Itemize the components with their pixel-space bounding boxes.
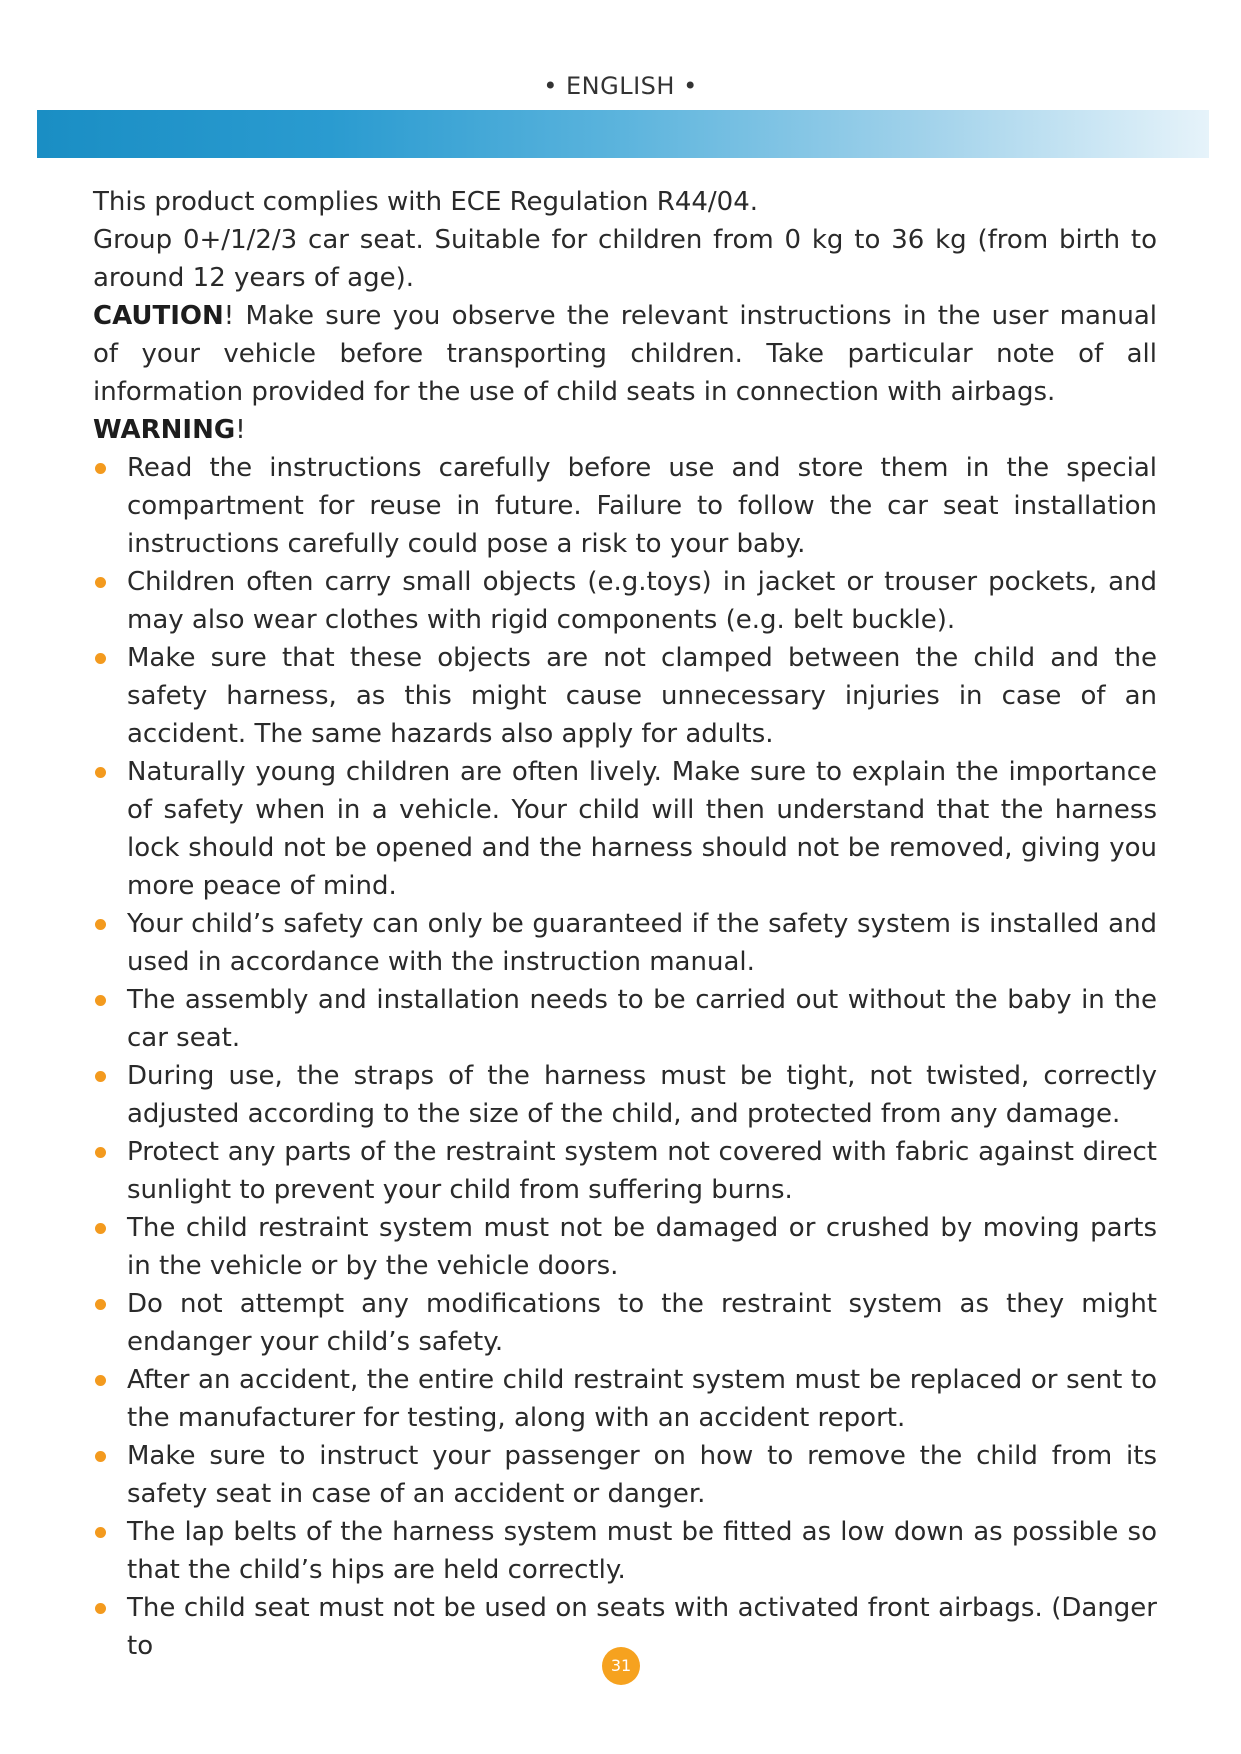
warning-item <box>93 1361 1157 1437</box>
warnings-list <box>93 449 1157 1665</box>
warning-item-text: Children often carry small objects (e.g.toys) in jacket or trouser pockets, and may also wear clothes with rigid components (e.g. belt buckle). <box>127 567 1157 635</box>
intro-compliance: This product complies with ECE Regulation R44/04. <box>93 187 759 217</box>
bullet-dot-icon <box>95 1603 106 1614</box>
caution-punct: ! <box>223 301 235 331</box>
warning-heading <box>93 411 1157 449</box>
warning-item <box>93 563 1157 639</box>
bullet-dot-icon <box>95 653 106 664</box>
warning-item-text: Protect any parts of the restraint system not covered with fabric against direct sunlight to prevent your child from suffering burns. <box>127 1137 1157 1205</box>
warning-punct: ! <box>235 415 246 445</box>
bullet-dot-icon <box>95 1451 106 1462</box>
header-gradient-bar <box>37 110 1209 158</box>
warning-item-text: The assembly and installation needs to be carried out without the baby in the car seat. <box>127 985 1157 1053</box>
warning-item-text: Make sure that these objects are not clamped between the child and the safety harness, as this might cause unnecessary injuries in case of an accident. The same hazards also apply for adults. <box>127 643 1157 749</box>
warning-item-text: Naturally young children are often lively. Make sure to explain the importance of safety when in a vehicle. Your child will then understand that the harness lock should not be opened and the harness should not be removed, giving you more peace of mind. <box>127 757 1157 901</box>
bullet-dot-icon <box>95 767 106 778</box>
warning-item-text: Your child’s safety can only be guaranteed if the safety system is installed and used in accordance with the instruction manual. <box>127 909 1157 977</box>
bullet-dot-icon <box>95 919 106 930</box>
bullet-dot-icon <box>95 995 106 1006</box>
bullet-dot-icon <box>95 1223 106 1234</box>
bullet-dot-icon <box>95 1071 106 1082</box>
warning-label: WARNING <box>93 415 236 445</box>
bullet-dot-icon <box>95 1527 106 1538</box>
warning-item <box>93 753 1157 905</box>
warning-item <box>93 1513 1157 1589</box>
intro-group: Group 0+/1/2/3 car seat. Suitable for children from 0 kg to 36 kg (from birth to around 12 years of age). <box>93 225 1157 293</box>
bullet-dot-icon <box>95 577 106 588</box>
warning-item-text: Do not attempt any modifications to the restraint system as they might endanger your child’s safety. <box>127 1289 1157 1357</box>
warning-item-text: Read the instructions carefully before use and store them in the special compartment for reuse in future. Failure to follow the car seat installation instructions carefully could pose a risk to your baby. <box>127 453 1157 559</box>
warning-item <box>93 1133 1157 1209</box>
warning-item-text: The lap belts of the harness system must be fitted as low down as possible so that the child’s hips are held correctly. <box>127 1517 1157 1585</box>
warning-item-text: The child restraint system must not be damaged or crushed by moving parts in the vehicle or by the vehicle doors. <box>127 1213 1157 1281</box>
warning-item-text: After an accident, the entire child restraint system must be replaced or sent to the manufacturer for testing, along with an accident report. <box>127 1365 1157 1433</box>
warning-item <box>93 639 1157 753</box>
bullet-dot-icon <box>95 463 106 474</box>
warning-item-text: Make sure to instruct your passenger on how to remove the child from its safety seat in case of an accident or danger. <box>127 1441 1157 1509</box>
warning-item <box>93 1057 1157 1133</box>
caution-label: CAUTION <box>93 301 224 331</box>
warning-item-text: The child seat must not be used on seats with activated front airbags. (Danger to <box>127 1593 1157 1661</box>
caution-text: Make sure you observe the relevant instructions in the user manual of your vehicle before transporting children. Take particular note of all information provided for the use of child seats in connection with airbags. <box>93 301 1157 407</box>
warning-item-text: During use, the straps of the harness must be tight, not twisted, correctly adjusted according to the size of the child, and protected from any damage. <box>127 1061 1157 1129</box>
warning-item <box>93 1437 1157 1513</box>
bullet-dot-icon <box>95 1299 106 1310</box>
page-content <box>93 183 1157 1665</box>
warning-item <box>93 1285 1157 1361</box>
warning-item <box>93 905 1157 981</box>
bullet-dot-icon <box>95 1147 106 1158</box>
warning-item <box>93 1209 1157 1285</box>
caution-paragraph <box>93 297 1157 411</box>
warning-item <box>93 981 1157 1057</box>
warning-item <box>93 449 1157 563</box>
page-number-badge: 31 <box>602 1647 640 1685</box>
language-header: • ENGLISH • <box>543 72 698 100</box>
bullet-dot-icon <box>95 1375 106 1386</box>
